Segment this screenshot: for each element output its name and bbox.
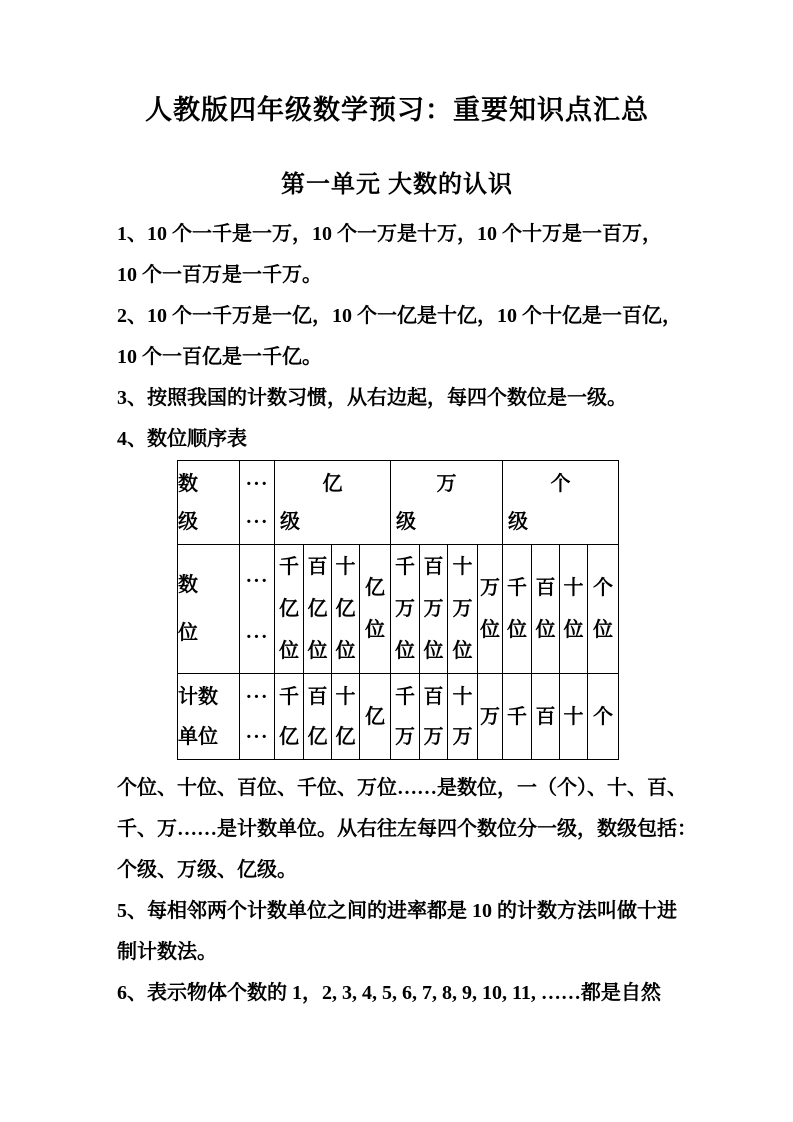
paragraph-line-12: 6、表示物体个数的 1，2, 3, 4, 5, 6, 7, 8, 9, 10, 11, ……都是自然 <box>117 982 661 1004</box>
table-cell-unit: 千亿 <box>275 674 304 760</box>
paragraph-line-5: 3、按照我国的计数习惯，从右边起，每四个数位是一级。 <box>117 387 627 409</box>
table-cell-unit: 百 <box>532 674 560 760</box>
table-cell-unit: 百亿 <box>304 674 332 760</box>
table-cell-digit: 亿位 <box>360 545 391 674</box>
ellipsis-line: ··· <box>245 626 269 648</box>
section-title: 第一单元 大数的认识 <box>281 172 513 198</box>
table-cell-digit: 万位 <box>478 545 503 674</box>
paragraph-line-7: 个位、十位、百位、千位、万位……是数位，一（个）、十、百、 <box>117 777 687 799</box>
ellipsis-line: ··· <box>245 510 269 533</box>
body-text-continued <box>117 768 697 1014</box>
table-cell-digit: 十万位 <box>448 545 478 674</box>
label-line: 单位 <box>178 725 218 748</box>
table-row-counting-units <box>178 674 619 760</box>
table-cell-digit: 百亿位 <box>304 545 332 674</box>
group-suffix: 级 <box>396 510 416 533</box>
table-cell-digit-label <box>178 545 240 674</box>
group-suffix: 级 <box>280 510 300 533</box>
label-line: 数 <box>178 574 198 596</box>
table-cell-digit: 百位 <box>532 545 560 674</box>
table-cell-group-ge-level <box>503 461 619 545</box>
paragraph-line-6: 4、数位顺序表 <box>117 428 247 450</box>
table-row-digit-positions <box>178 545 619 674</box>
ellipsis-line: ··· <box>245 570 269 592</box>
group-suffix: 级 <box>508 510 528 533</box>
paragraph-line-4: 10 个一百亿是一千亿。 <box>117 346 322 368</box>
table-cell-unit: 百万 <box>420 674 448 760</box>
paragraph-line-9: 个级、万级、亿级。 <box>117 859 297 881</box>
table-cell-ellipsis <box>240 674 275 760</box>
paragraph-line-3: 2、10 个一千万是一亿，10 个一亿是十亿，10 个十亿是一百亿， <box>117 305 682 327</box>
table-cell-unit: 个 <box>588 674 619 760</box>
table-cell-digit: 十位 <box>560 545 588 674</box>
paragraph-line-10: 5、每相邻两个计数单位之间的进率都是 10 的计数方法叫做十进 <box>117 900 677 922</box>
table-cell-unit: 十 <box>560 674 588 760</box>
table-cell-digit: 千亿位 <box>275 545 304 674</box>
paragraph-line-1: 1、10 个一千是一万，10 个一万是十万，10 个十万是一百万， <box>117 223 662 245</box>
page-title: 人教版四年级数学预习：重要知识点汇总 <box>145 95 649 125</box>
table-cell-unit: 十万 <box>448 674 478 760</box>
paragraph-line-2: 10 个一百万是一千万。 <box>117 264 322 286</box>
group-name: 个 <box>550 472 571 495</box>
table-cell-ellipsis <box>240 545 275 674</box>
group-name: 亿 <box>322 472 343 495</box>
table-row-level <box>178 461 619 545</box>
table-cell-unit-label <box>178 674 240 760</box>
table-cell-unit: 千万 <box>391 674 420 760</box>
group-name: 万 <box>436 472 457 495</box>
label-line: 计数 <box>178 685 218 708</box>
label-line: 数 <box>178 472 198 495</box>
table-cell-level-label <box>178 461 240 545</box>
table-cell-digit: 十亿位 <box>332 545 360 674</box>
paragraph-line-11: 制计数法。 <box>117 941 217 963</box>
table-cell-digit: 千万位 <box>391 545 420 674</box>
place-value-table <box>177 460 619 760</box>
table-cell-ellipsis <box>240 461 275 545</box>
ellipsis-line: ··· <box>245 685 269 708</box>
table-cell-unit: 千 <box>503 674 532 760</box>
paragraph-line-8: 千、万……是计数单位。从右往左每四个数位分一级，数级包括： <box>117 818 697 840</box>
table-cell-digit: 百万位 <box>420 545 448 674</box>
table-cell-group-wan-level <box>391 461 503 545</box>
ellipsis-line: ··· <box>245 725 269 748</box>
table-cell-digit: 个位 <box>588 545 619 674</box>
table-cell-group-yi-level <box>275 461 391 545</box>
body-text <box>117 214 682 460</box>
table-cell-unit: 亿 <box>360 674 391 760</box>
table-cell-unit: 十亿 <box>332 674 360 760</box>
ellipsis-line: ··· <box>245 472 269 495</box>
table-cell-unit: 万 <box>478 674 503 760</box>
table-cell-digit: 千位 <box>503 545 532 674</box>
label-line: 级 <box>178 510 198 533</box>
label-line: 位 <box>178 622 198 644</box>
